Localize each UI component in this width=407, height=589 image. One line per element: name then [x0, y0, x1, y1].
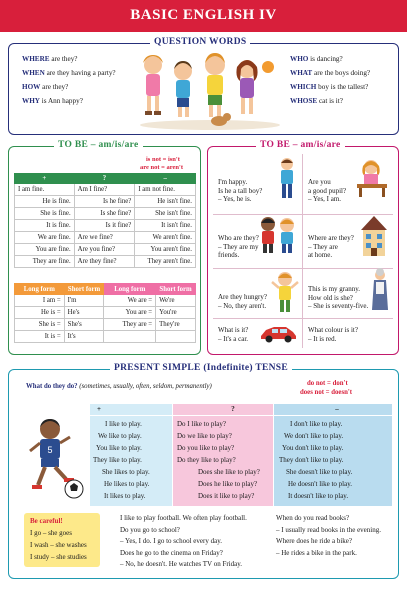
careful-line: I wash – she washes	[30, 541, 87, 549]
table-cell: We aren't fine.	[135, 232, 196, 244]
forms-cell: I'm	[64, 295, 104, 307]
qa-line: – Yes, he is.	[218, 195, 252, 204]
table-cell: I am fine.	[15, 184, 75, 196]
table-cell: Is she fine?	[74, 208, 135, 220]
boy-illustration	[276, 156, 298, 200]
question-line-where	[22, 55, 78, 63]
table-cell: Are you fine?	[74, 244, 135, 256]
table-cell: They aren't fine.	[135, 256, 196, 268]
contraction-note-is: is not = isn't	[146, 156, 180, 163]
qa-line: This is my granny.	[308, 285, 361, 293]
question-word: WHAT	[290, 69, 313, 77]
present-simple-title: PRESENT SIMPLE (Indefinite) TENSE	[110, 363, 292, 373]
to-be-conjugation-table	[14, 173, 196, 268]
table-cell: Is he fine?	[74, 196, 135, 208]
qa-line: Is he a tall boy?	[218, 186, 263, 195]
subtitle-question: What do they do?	[26, 383, 78, 390]
long-short-forms-table	[14, 283, 196, 343]
table-cell: We are fine.	[15, 232, 75, 244]
table-cell: Am I fine?	[74, 184, 135, 196]
table-cell: She is fine.	[15, 208, 75, 220]
forms-cell	[156, 331, 196, 343]
present-question-row: Does he like to play?	[198, 480, 258, 488]
page-title: BASIC ENGLISH IV	[130, 7, 277, 23]
svg-text:5: 5	[47, 445, 53, 455]
present-plus-row: It likes to play.	[104, 492, 146, 500]
qa-line: What colour is it?	[308, 326, 358, 334]
qa-line: Are they hungry?	[218, 293, 267, 301]
question-line-whose	[290, 97, 343, 105]
qa-line: Are you	[308, 178, 331, 186]
qa-line: What is it?	[218, 326, 249, 334]
table-cell: You aren't fine.	[135, 244, 196, 256]
present-plus-row: She likes to play.	[102, 468, 150, 476]
hungry-kid-illustration	[270, 270, 300, 314]
question-rest: are they having a party?	[44, 69, 116, 77]
present-question-row: Does it like to play?	[198, 492, 255, 500]
question-rest: is dancing?	[308, 55, 343, 63]
example-line: Does he go to the cinema on Friday?	[120, 549, 223, 557]
question-word: WHICH	[290, 83, 317, 91]
forms-cell: She's	[64, 319, 104, 331]
question-word: WHERE	[22, 55, 50, 63]
table-cell: Are we fine?	[74, 232, 135, 244]
table-cell: He is fine.	[15, 196, 75, 208]
question-line-how	[22, 83, 68, 91]
qa-line: Where are they?	[308, 234, 354, 242]
present-minus-row: She doesn't like to play.	[286, 468, 353, 476]
question-rest: is Ann happy?	[39, 97, 83, 105]
present-plus-row: You like to play.	[96, 444, 142, 452]
question-rest: cat is it?	[317, 97, 343, 105]
forms-cell: They're	[156, 319, 196, 331]
be-careful-title: Be careful!	[30, 517, 63, 525]
forms-cell: He is =	[15, 307, 65, 319]
example-line: – He rides a bike in the park.	[276, 549, 357, 557]
col-header-question: ?	[74, 174, 135, 184]
present-question-row: Do you like to play?	[177, 444, 235, 452]
example-line: – Yes, I do. I go to school every day.	[120, 537, 223, 545]
forms-cell: It's	[64, 331, 104, 343]
col-header-positive: +	[15, 174, 75, 184]
header-divider	[90, 415, 392, 416]
present-minus-row: They don't like to play.	[279, 456, 344, 464]
contraction-note-does: does not = doesn't	[300, 389, 353, 396]
question-word: HOW	[22, 83, 41, 91]
present-question-row: Do we like to play?	[177, 432, 232, 440]
col-header-negative: –	[135, 174, 196, 184]
example-line: – I usually read books in the evening.	[276, 526, 381, 534]
example-line: – No, he doesn't. He watches TV on Friday.	[120, 560, 243, 568]
forms-header: Long form	[15, 284, 65, 295]
question-rest: are they?	[40, 83, 69, 91]
table-cell: I am not fine.	[135, 184, 196, 196]
present-simple-subtitle	[26, 383, 212, 390]
question-line-who	[290, 55, 343, 63]
pupil-at-desk-illustration	[355, 158, 389, 198]
qa-item	[218, 326, 248, 343]
qa-item	[218, 178, 262, 204]
forms-cell: It is =	[15, 331, 65, 343]
qa-line: I'm happy.	[218, 178, 248, 186]
present-minus-row: He doesn't like to play.	[288, 480, 352, 488]
qa-item	[218, 234, 259, 260]
present-question-row: Do they like to play?	[177, 456, 236, 464]
present-plus-row: We like to play.	[98, 432, 142, 440]
forms-cell: We're	[156, 295, 196, 307]
forms-cell: I am =	[15, 295, 65, 307]
to-be-qa-title: TO BE – am/is/are	[256, 140, 345, 150]
qa-line: a good pupil?	[308, 186, 347, 195]
house-illustration	[359, 214, 389, 258]
careful-line: I go – she goes	[30, 529, 72, 537]
qa-item	[308, 234, 354, 260]
forms-cell: We are =	[104, 295, 156, 307]
forms-header: Short form	[64, 284, 104, 295]
example-line: Where does he ride a bike?	[276, 537, 352, 545]
qa-divider	[213, 268, 393, 269]
qa-line: at home.	[308, 251, 333, 260]
present-question-row: Does she like to play?	[198, 468, 260, 476]
question-line-which	[290, 83, 368, 91]
forms-header: Short form	[156, 284, 196, 295]
granny-illustration	[370, 268, 390, 312]
qa-item	[218, 293, 267, 310]
table-cell: He isn't fine.	[135, 196, 196, 208]
dancing-kids-illustration	[135, 47, 285, 131]
table-cell: It is fine.	[15, 220, 75, 232]
careful-line: I study – she studies	[30, 553, 87, 561]
qa-divider	[213, 318, 393, 319]
example-line: I like to play football. We often play football.	[120, 514, 247, 522]
qa-line: – Yes, I am.	[308, 195, 342, 204]
present-header-positive: +	[97, 405, 101, 413]
to-be-table-title: TO BE – am/is/are	[54, 140, 143, 150]
table-cell: Is it fine?	[74, 220, 135, 232]
contraction-note-are: are not = aren't	[140, 164, 183, 171]
friends-illustration	[256, 214, 300, 254]
question-line-what	[290, 69, 370, 77]
qa-line: – No, they aren't.	[218, 301, 267, 310]
question-rest: boy is the tallest?	[316, 83, 369, 91]
forms-cell: They are =	[104, 319, 156, 331]
qa-item	[308, 326, 358, 343]
example-line: When do you read books?	[276, 514, 350, 522]
present-plus-row: I like to play.	[105, 420, 142, 428]
example-line: Do you go to school?	[120, 526, 180, 534]
present-plus-row: They like to play.	[93, 456, 142, 464]
qa-line: friends.	[218, 251, 240, 260]
qa-line: – They are	[308, 242, 338, 251]
qa-item	[308, 178, 346, 204]
question-words-title: QUESTION WORDS	[150, 37, 250, 47]
present-minus-row: I don't like to play.	[290, 420, 343, 428]
subtitle-adverbs: (sometimes, usually, often, seldom, permanently)	[77, 383, 212, 390]
question-word: WHO	[290, 55, 309, 63]
table-cell: You are fine.	[15, 244, 75, 256]
forms-header: Long form	[104, 284, 156, 295]
red-car-illustration	[258, 322, 298, 344]
present-question-row: Do I like to play?	[177, 420, 226, 428]
qa-item	[308, 285, 368, 311]
contraction-note-do: do not = don't	[307, 380, 348, 387]
question-word: WHEN	[22, 69, 45, 77]
table-cell: Are they fine?	[74, 256, 135, 268]
soccer-boy-illustration	[24, 415, 88, 501]
present-minus-row: You don't like to play.	[282, 444, 344, 452]
present-plus-row: He likes to play.	[104, 480, 150, 488]
header-banner	[0, 0, 407, 32]
question-line-why	[22, 97, 83, 105]
forms-cell: You're	[156, 307, 196, 319]
table-cell: They are fine.	[15, 256, 75, 268]
table-cell: It isn't fine.	[135, 220, 196, 232]
forms-cell	[104, 331, 156, 343]
question-line-when	[22, 69, 116, 77]
forms-cell: She is =	[15, 319, 65, 331]
table-cell: She isn't fine.	[135, 208, 196, 220]
present-header-question: ?	[231, 405, 235, 413]
question-rest: are the boys doing?	[312, 69, 371, 77]
forms-cell: You are =	[104, 307, 156, 319]
present-minus-row: It doesn't like to play.	[288, 492, 349, 500]
present-minus-row: We don't like to play.	[284, 432, 344, 440]
qa-line: – It is red.	[308, 334, 337, 343]
qa-line: – It's a car.	[218, 334, 249, 343]
question-word: WHY	[22, 97, 40, 105]
qa-line: – She is seventy-five.	[308, 302, 369, 311]
qa-line: Who are they?	[218, 234, 259, 242]
question-word: WHOSE	[290, 97, 318, 105]
forms-cell: He's	[64, 307, 104, 319]
qa-line: How old is she?	[308, 293, 353, 302]
question-rest: are they?	[49, 55, 78, 63]
qa-line: – They are my	[218, 242, 259, 251]
present-header-negative: –	[335, 405, 339, 413]
